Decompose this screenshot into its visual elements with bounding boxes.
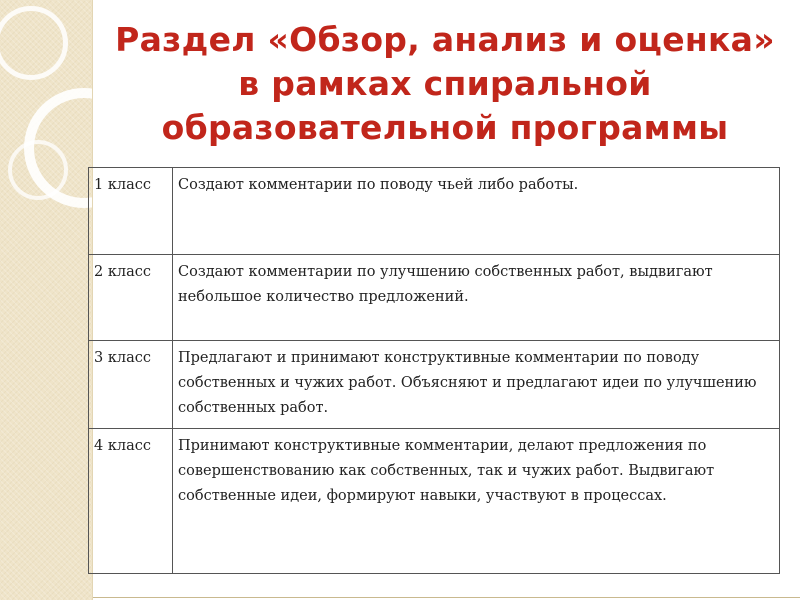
table-row (89, 168, 780, 255)
grade-skills-table (88, 167, 780, 574)
decorative-ring-icon (0, 6, 68, 80)
decorative-ring-icon (8, 140, 68, 200)
slide-title-line: образовательной программы (161, 108, 729, 147)
slide-title-line: Раздел «Обзор, анализ и оценка» (115, 20, 775, 59)
bottom-divider (93, 597, 800, 598)
table-row (89, 429, 780, 574)
slide-title (100, 18, 790, 150)
decorative-side-panel (0, 0, 92, 600)
grade-cell: 4 класс (89, 429, 173, 574)
grade-cell: 2 класс (89, 255, 173, 341)
table-row (89, 255, 780, 341)
description-cell: Принимают конструктивные комментарии, делают предложения по совершенствованию как собственных, так и чужих работ. Выдвигают собственные идеи, формируют навыки, участвуют в процессах. (173, 429, 780, 574)
grade-cell: 1 класс (89, 168, 173, 255)
description-cell: Создают комментарии по поводу чьей либо работы. (173, 168, 780, 255)
table-row (89, 341, 780, 429)
slide-title-line: в рамках спиральной (238, 64, 652, 103)
grade-cell: 3 класс (89, 341, 173, 429)
description-cell: Создают комментарии по улучшению собственных работ, выдвигают небольшое количество предложений. (173, 255, 780, 341)
description-cell: Предлагают и принимают конструктивные комментарии по поводу собственных и чужих работ. Объясняют и предлагают идеи по улучшению собственных работ. (173, 341, 780, 429)
